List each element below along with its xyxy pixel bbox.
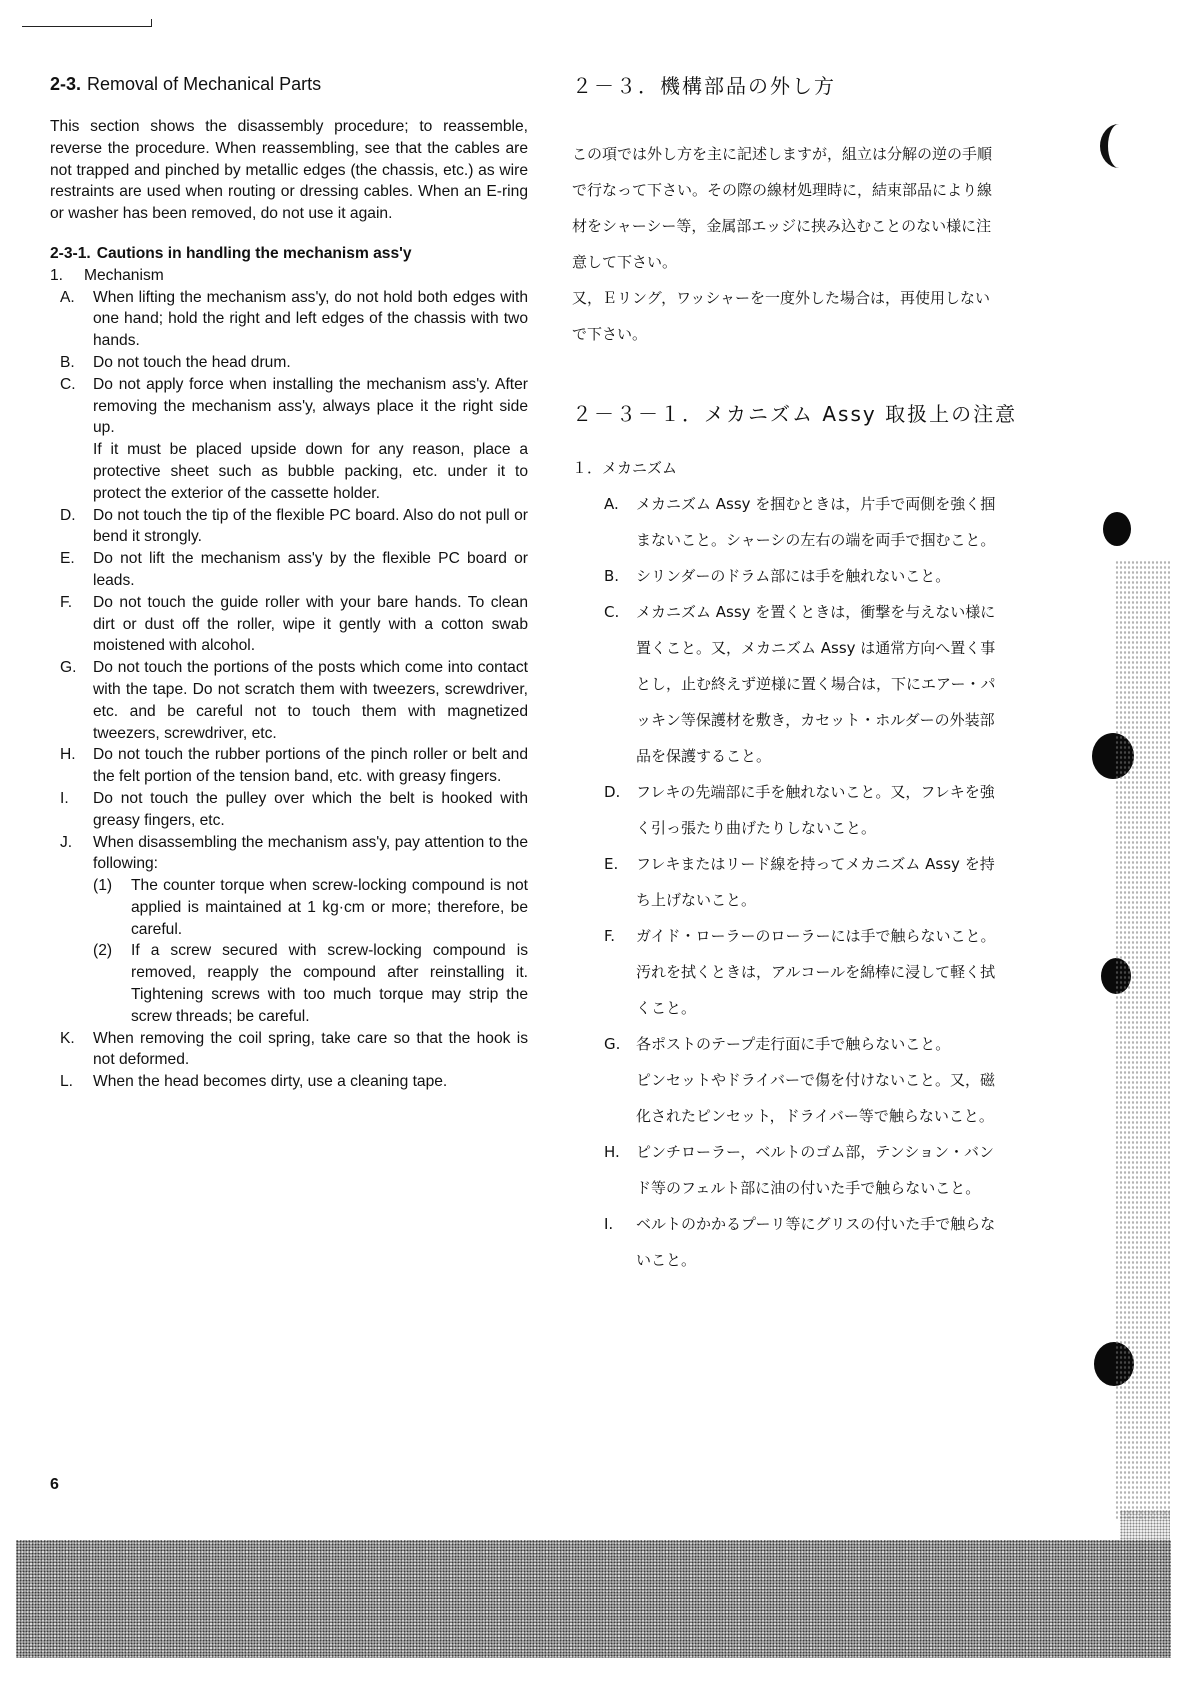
- binding-hole: [1103, 512, 1131, 546]
- caution-item-i: I. Do not touch the pulley over which the belt is hooked with greasy fingers, etc.: [60, 789, 528, 829]
- top-rule: [22, 26, 152, 27]
- caution-item-d: D. Do not touch the tip of the flexible PC board. Also do not pull or bend it strongly.: [60, 506, 528, 546]
- jp-caution-item-h: H. ピンチローラー，ベルトのゴム部，テンション・バン ド等のフェルト部に油の付いた手で触らないこと。: [604, 1143, 994, 1197]
- caution-item-h: H. Do not touch the rubber portions of the pinch roller or belt and the felt portion of the tension band, etc. with greasy fingers.: [60, 746, 528, 786]
- binding-hole-partial: [1100, 124, 1138, 168]
- mechanism-label-jp: １．メカニズム: [572, 459, 678, 477]
- jp-caution-item-d: D. フレキの先端部に手を触れないこと。又，フレキを強 く引っ張たり曲げたりしないこと。: [604, 783, 995, 837]
- section-heading-jp: ２－３．機構部品の外し方: [572, 74, 836, 98]
- intro-paragraph-jp: この項では外し方を主に記述しますが，組立は分解の逆の手順 で行なって下さい。その際の線材処理時に，結束部品により線 材をシャーシー等，金属部エッジに挟み込むことのない様に注 意して下さい。 又，Ｅリング，ワッシャーを一度外した場合は，再使用しない で下さい。: [572, 145, 993, 343]
- caution-sublist-j: [93, 875, 528, 1028]
- intro-paragraph-en: This section shows the disassembly procedure; to reassemble, reverse the procedure. When reassembling, see that the cables are not trapped and pinched by metallic edges (the chassis, etc.) as wire restraints are used when routing or dressing cables. When an E-ring or washer has been removed, do not use it again.: [50, 118, 528, 223]
- scan-edge-noise: [1115, 560, 1170, 1520]
- caution-subitem-2: (2) If a screw secured with screw-locking compound is removed, reapply the compound after reinstalling it. Tightening screws with too much torque may strip the screw threads; be careful.: [93, 942, 528, 1025]
- mechanism-label-en: 1. Mechanism: [50, 266, 164, 284]
- jp-caution-item-b: B. シリンダーのドラム部には手を触れないこと。: [604, 567, 951, 585]
- caution-list-jp: [572, 486, 1062, 1278]
- subsection-heading-jp: ２－３－１．メカニズム Assy 取扱上の注意: [572, 402, 1018, 426]
- caution-subitem-1: (1) The counter torque when screw-locking compound is not applied is maintained at 1 kg·cm or more; therefore, be careful.: [93, 877, 528, 938]
- jp-caution-item-i: I. ベルトのかかるプーリ等にグリスの付いた手で触らな いこと。: [604, 1215, 996, 1269]
- japanese-column: [572, 66, 1062, 1278]
- jp-caution-item-a: A. メカニズム Assy を掴むときは，片手で両側を強く掴 まないこと。シャーシの左右の端を両手で掴むこと。: [604, 495, 996, 549]
- caution-list-en: [50, 287, 528, 1093]
- caution-item-l: L. When the head becomes dirty, use a cleaning tape.: [60, 1073, 448, 1091]
- section-heading-en: 2-3. Removal of Mechanical Parts: [50, 74, 322, 94]
- page-number: 6: [50, 1476, 59, 1493]
- top-rule-tick: [151, 19, 152, 27]
- jp-caution-item-f: F. ガイド・ローラーのローラーには手で触らないこと。 汚れを拭くときは，アルコールを綿棒に浸して軽く拭 くこと。: [604, 927, 996, 1017]
- scan-bottom-band: [16, 1540, 1171, 1658]
- caution-item-b: B. Do not touch the head drum.: [60, 353, 291, 371]
- jp-caution-item-e: E. フレキまたはリード線を持ってメカニズム Assy を持 ち上げないこと。: [604, 855, 995, 909]
- jp-caution-item-g: G. 各ポストのテープ走行面に手で触らないこと。 ピンセットやドライバーで傷を付けないこと。又，磁 化されたピンセット，ドライバー等で触らないこと。: [604, 1035, 995, 1125]
- caution-item-k: K. When removing the coil spring, take care so that the hook is not deformed.: [60, 1029, 528, 1069]
- subsection-heading-en: 2-3-1. Cautions in handling the mechanism ass'y: [50, 244, 412, 262]
- caution-item-j: J. When disassembling the mechanism ass'y, pay attention to the following: (1) The counter torque when screw-locking compound is not applied is maintained at 1 kg·cm or more; therefore, be careful. (2) If a screw secured with screw-locking compound is removed, reapply the compound after reinstalling it. Tightening screws with too much torque may strip the screw threads; be careful.: [60, 832, 528, 1028]
- jp-caution-item-c: C. メカニズム Assy を置くときは，衝撃を与えない様に 置くこと。又，メカニズム Assy は通常方向へ置く事 とし，止む終えず逆様に置く場合は，下にエアー・パ ッキン等保護材を敷き，カセット・ホルダーの外装部 品を保護すること。: [604, 603, 996, 765]
- caution-item-e: E. Do not lift the mechanism ass'y by the flexible PC board or leads.: [60, 550, 528, 589]
- caution-item-g: G. Do not touch the portions of the posts which come into contact with the tape. Do not scratch them with tweezers, screwdriver, etc. and be careful not to touch them with magnetized tweezers, screwdriver, etc.: [60, 659, 528, 742]
- caution-item-a: A. When lifting the mechanism ass'y, do not hold both edges with one hand; hold the right and left edges of the chassis with two hands.: [60, 288, 528, 350]
- caution-item-f: F. Do not touch the guide roller with your bare hands. To clean dirt or dust off the roller, wipe it gently with a cotton swab moistened with alcohol.: [60, 593, 528, 655]
- caution-item-c: C. Do not apply force when installing the mechanism ass'y. After removing the mechanism ass'y, always place it the right side up. If it must be placed upside down for any reason, place a protective sheet such as bubble packing, etc. under it to protect the exterior of the cassette holder.: [60, 375, 528, 502]
- english-column: [50, 72, 528, 1093]
